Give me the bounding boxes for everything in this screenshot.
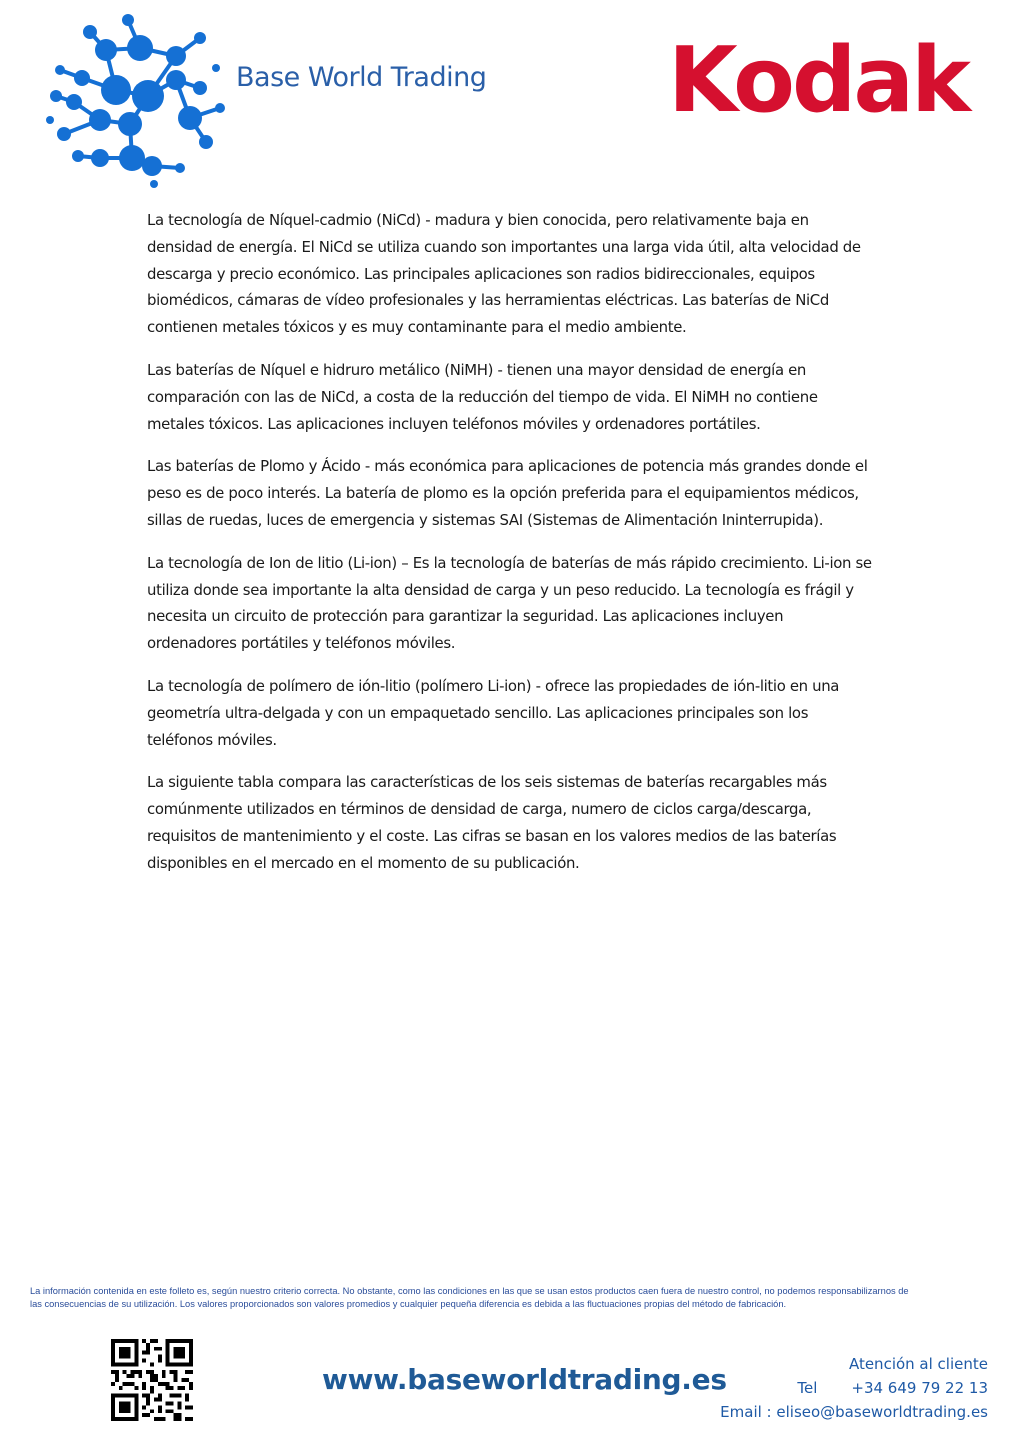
contact-block [720,1352,988,1424]
tel-label: Tel [797,1379,818,1397]
paragraph-lead-acid: Las baterías de Plomo y Ácido - más económica para aplicaciones de potencia más grandes donde el peso es de poco interés. La batería de plomo es la opción preferida para el equipamientos médicos, sillas de ruedas, luces de emergencia y sistemas SAI (Sistemas de Alimentación Ininterrupida). [147,457,868,529]
paragraph-table-intro: La siguiente tabla compara las características de los seis sistemas de baterías recargables más comúnmente utilizados en términos de densidad de carga, numero de ciclos carga/descarga, requisitos de mantenimiento y el coste. Las cifras se basan en los valores medios de las baterías disponibles en el mercado en el momento de su publicación. [147,773,837,872]
disclaimer-line-1: La información contenida en este folleto es, según nuestro criterio correcta. No obstante, como las condiciones en las que se usan estos productos caen fuera de nuestro control, no podemos responsabilizarnos de [30,1286,909,1296]
tel-number[interactable]: +34 649 79 22 13 [851,1379,988,1397]
paragraph-li-ion-polymer: La tecnología de polímero de ión-litio (polímero Li-ion) - ofrece las propiedades de ión-litio en una geometría ultra-delgada y con un empaquetado sencillo. Las aplicaciones principales son los teléfonos móviles. [147,676,840,749]
contact-phone-row [720,1376,988,1400]
paragraph-nimh: Las baterías de Níquel e hidruro metálico (NiMH) - tienen una mayor densidad de energía en comparación con las de NiCd, a costa de la reducción del tiempo de vida. El NiMH no contiene metales tóxicos. Las aplicaciones incluyen teléfonos móviles y ordenadores portátiles. [147,360,818,433]
kodak-logo: Kodak [668,28,968,133]
base-world-trading-logo-icon [30,8,240,190]
paragraph-li-ion: La tecnología de Ion de litio (Li-ion) – Es la tecnología de baterías de más rápido crecimiento. Li-ion se utiliza donde sea importante la alta densidad de carga y un peso reducido. La tecnología es frágil y necesita un circuito de protección para garantizar la seguridad. Las aplicaciones incluyen ordenadores portátiles y teléfonos móviles. [147,553,872,653]
disclaimer-line-2: las consecuencias de su utilización. Los valores proporcionados son valores promedios y cualquier pequeña diferencia es debida a las fluctuaciones propias del método de fabricación. [30,1298,787,1309]
contact-title: Atención al cliente [848,1355,988,1373]
website-link[interactable]: www.baseworldtrading.es [322,1363,727,1396]
paragraph-nicd: La tecnología de Níquel-cadmio (NiCd) - madura y bien conocida, pero relativamente baja en densidad de energía. El NiCd se utiliza cuando son importantes una larga vida útil, alta velocidad de descarga y precio económico. Las principales aplicaciones son radios bidireccionales, equipos biomédicos, cámaras de vídeo profesionales y las herramientas eléctricas. Las baterías de NiCd contienen metales tóxicos y es muy contaminante para el medio ambiente. [147,211,861,337]
contact-email[interactable]: Email : eliseo@baseworldtrading.es [720,1403,988,1421]
disclaimer [30,1285,1020,1310]
company-name: Base World Trading [236,62,487,93]
document-body [147,207,877,893]
qr-code-icon [111,1339,193,1421]
